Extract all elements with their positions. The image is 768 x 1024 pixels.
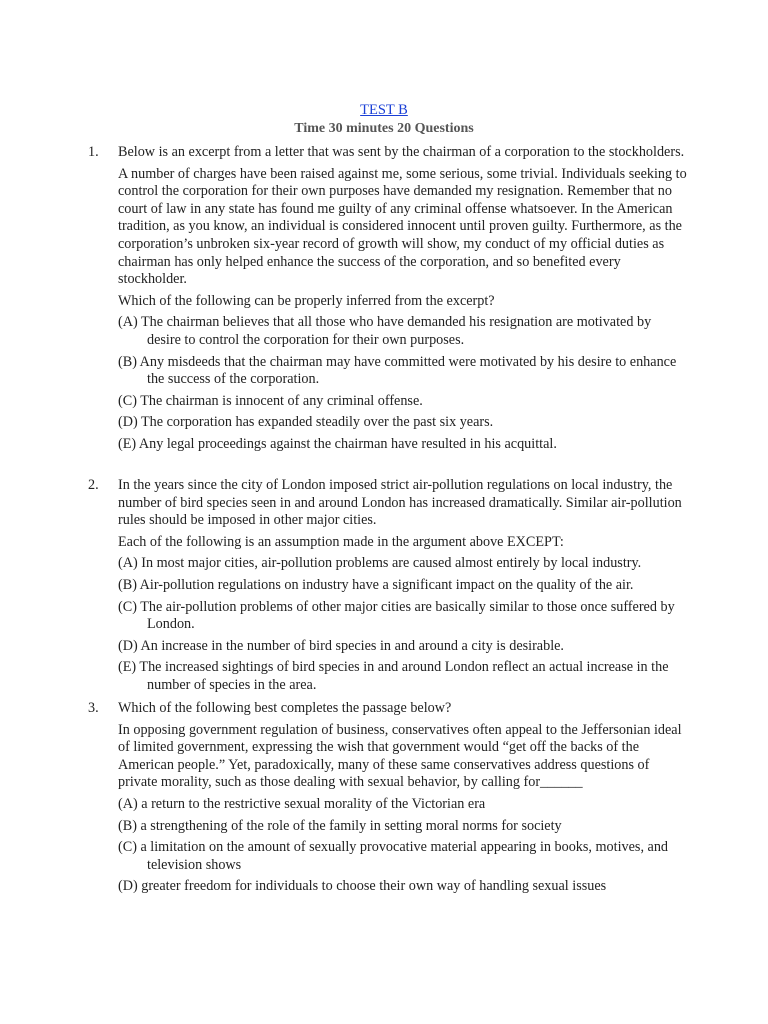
test-title-link[interactable]: TEST B [360,102,408,118]
question-body [118,144,688,454]
question-stem: Each of the following is an assumption made in the argument above EXCEPT: [118,533,564,550]
answer-choice-e: (E) The increased sightings of bird species in and around London reflect an actual increase in the number of species in the area. [118,659,669,693]
question-passage: A number of charges have been raised against me, some serious, some trivial. Individuals seeking to control the corporation for their own purposes have demanded my resignation. Remember that no court of law in any state has found me guilty of any criminal offense whatsoever. In the American tradition, as you know, an individual is considered innocent until proven guilty. Furthermore, as the corporation’s unbroken six-year record of growth will show, my conduct of my official duties as chairman has only helped enhance the success of the corporation, and so benefited every stockholder. [118,165,687,288]
answer-choice-b: (B) a strengthening of the role of the family in setting moral norms for society [118,817,562,834]
question-prompt: Below is an excerpt from a letter that was sent by the chairman of a corporation to the stockholders. [118,144,685,160]
answer-choice-d: (D) greater freedom for individuals to choose their own way of handling sexual issues [118,878,607,895]
question-body [118,700,688,896]
answer-choice-a: (A) a return to the restrictive sexual morality of the Victorian era [118,795,486,812]
question-prompt: Which of the following best completes the passage below? [118,700,452,716]
question-body [118,477,688,695]
question-2 [88,477,688,699]
question-number: 2. [88,477,99,493]
answer-choice-b: (B) Air-pollution regulations on industry have a significant impact on the quality of the air. [118,576,634,593]
question-passage: In opposing government regulation of business, conservatives often appeal to the Jeffersonian ideal of limited government, expressing the wish that government would “get off the backs of the American people.” Yet, paradoxically, many of these same conservatives address questions of private morality, such as those dealing with sexual behavior, by calling for______ [118,721,682,791]
question-1 [88,144,688,458]
question-number: 3. [88,700,99,716]
answer-choice-e: (E) Any legal proceedings against the chairman have resulted in his acquittal. [118,435,557,452]
answer-choice-a: (A) In most major cities, air-pollution problems are caused almost entirely by local industry. [118,555,642,572]
test-subtitle: Time 30 minutes 20 Questions [294,120,474,136]
answer-choice-c: (C) The chairman is innocent of any criminal offense. [118,392,423,409]
answer-choice-d: (D) The corporation has expanded steadily over the past six years. [118,414,494,431]
answer-choice-b: (B) Any misdeeds that the chairman may have committed were motivated by his desire to enhance the success of the corporation. [118,353,677,388]
question-number: 1. [88,144,99,160]
question-passage: In the years since the city of London imposed strict air-pollution regulations on local industry, the number of bird species seen in and around London has increased dramatically. Similar air-pollution rules should be imposed in other major cities. [118,477,682,529]
answer-choice-a: (A) The chairman believes that all those who have demanded his resignation are motivated by desire to control the corporation for their own purposes. [118,314,652,348]
question-3 [88,700,688,900]
test-header [0,101,768,138]
answer-choice-c: (C) The air-pollution problems of other major cities are basically similar to those once suffered by London. [118,598,675,633]
answer-choice-c: (C) a limitation on the amount of sexually provocative material appearing in books, motives, and television shows [118,839,669,873]
answer-choice-d: (D) An increase in the number of bird species in and around a city is desirable. [118,637,564,654]
question-stem: Which of the following can be properly inferred from the excerpt? [118,292,495,309]
